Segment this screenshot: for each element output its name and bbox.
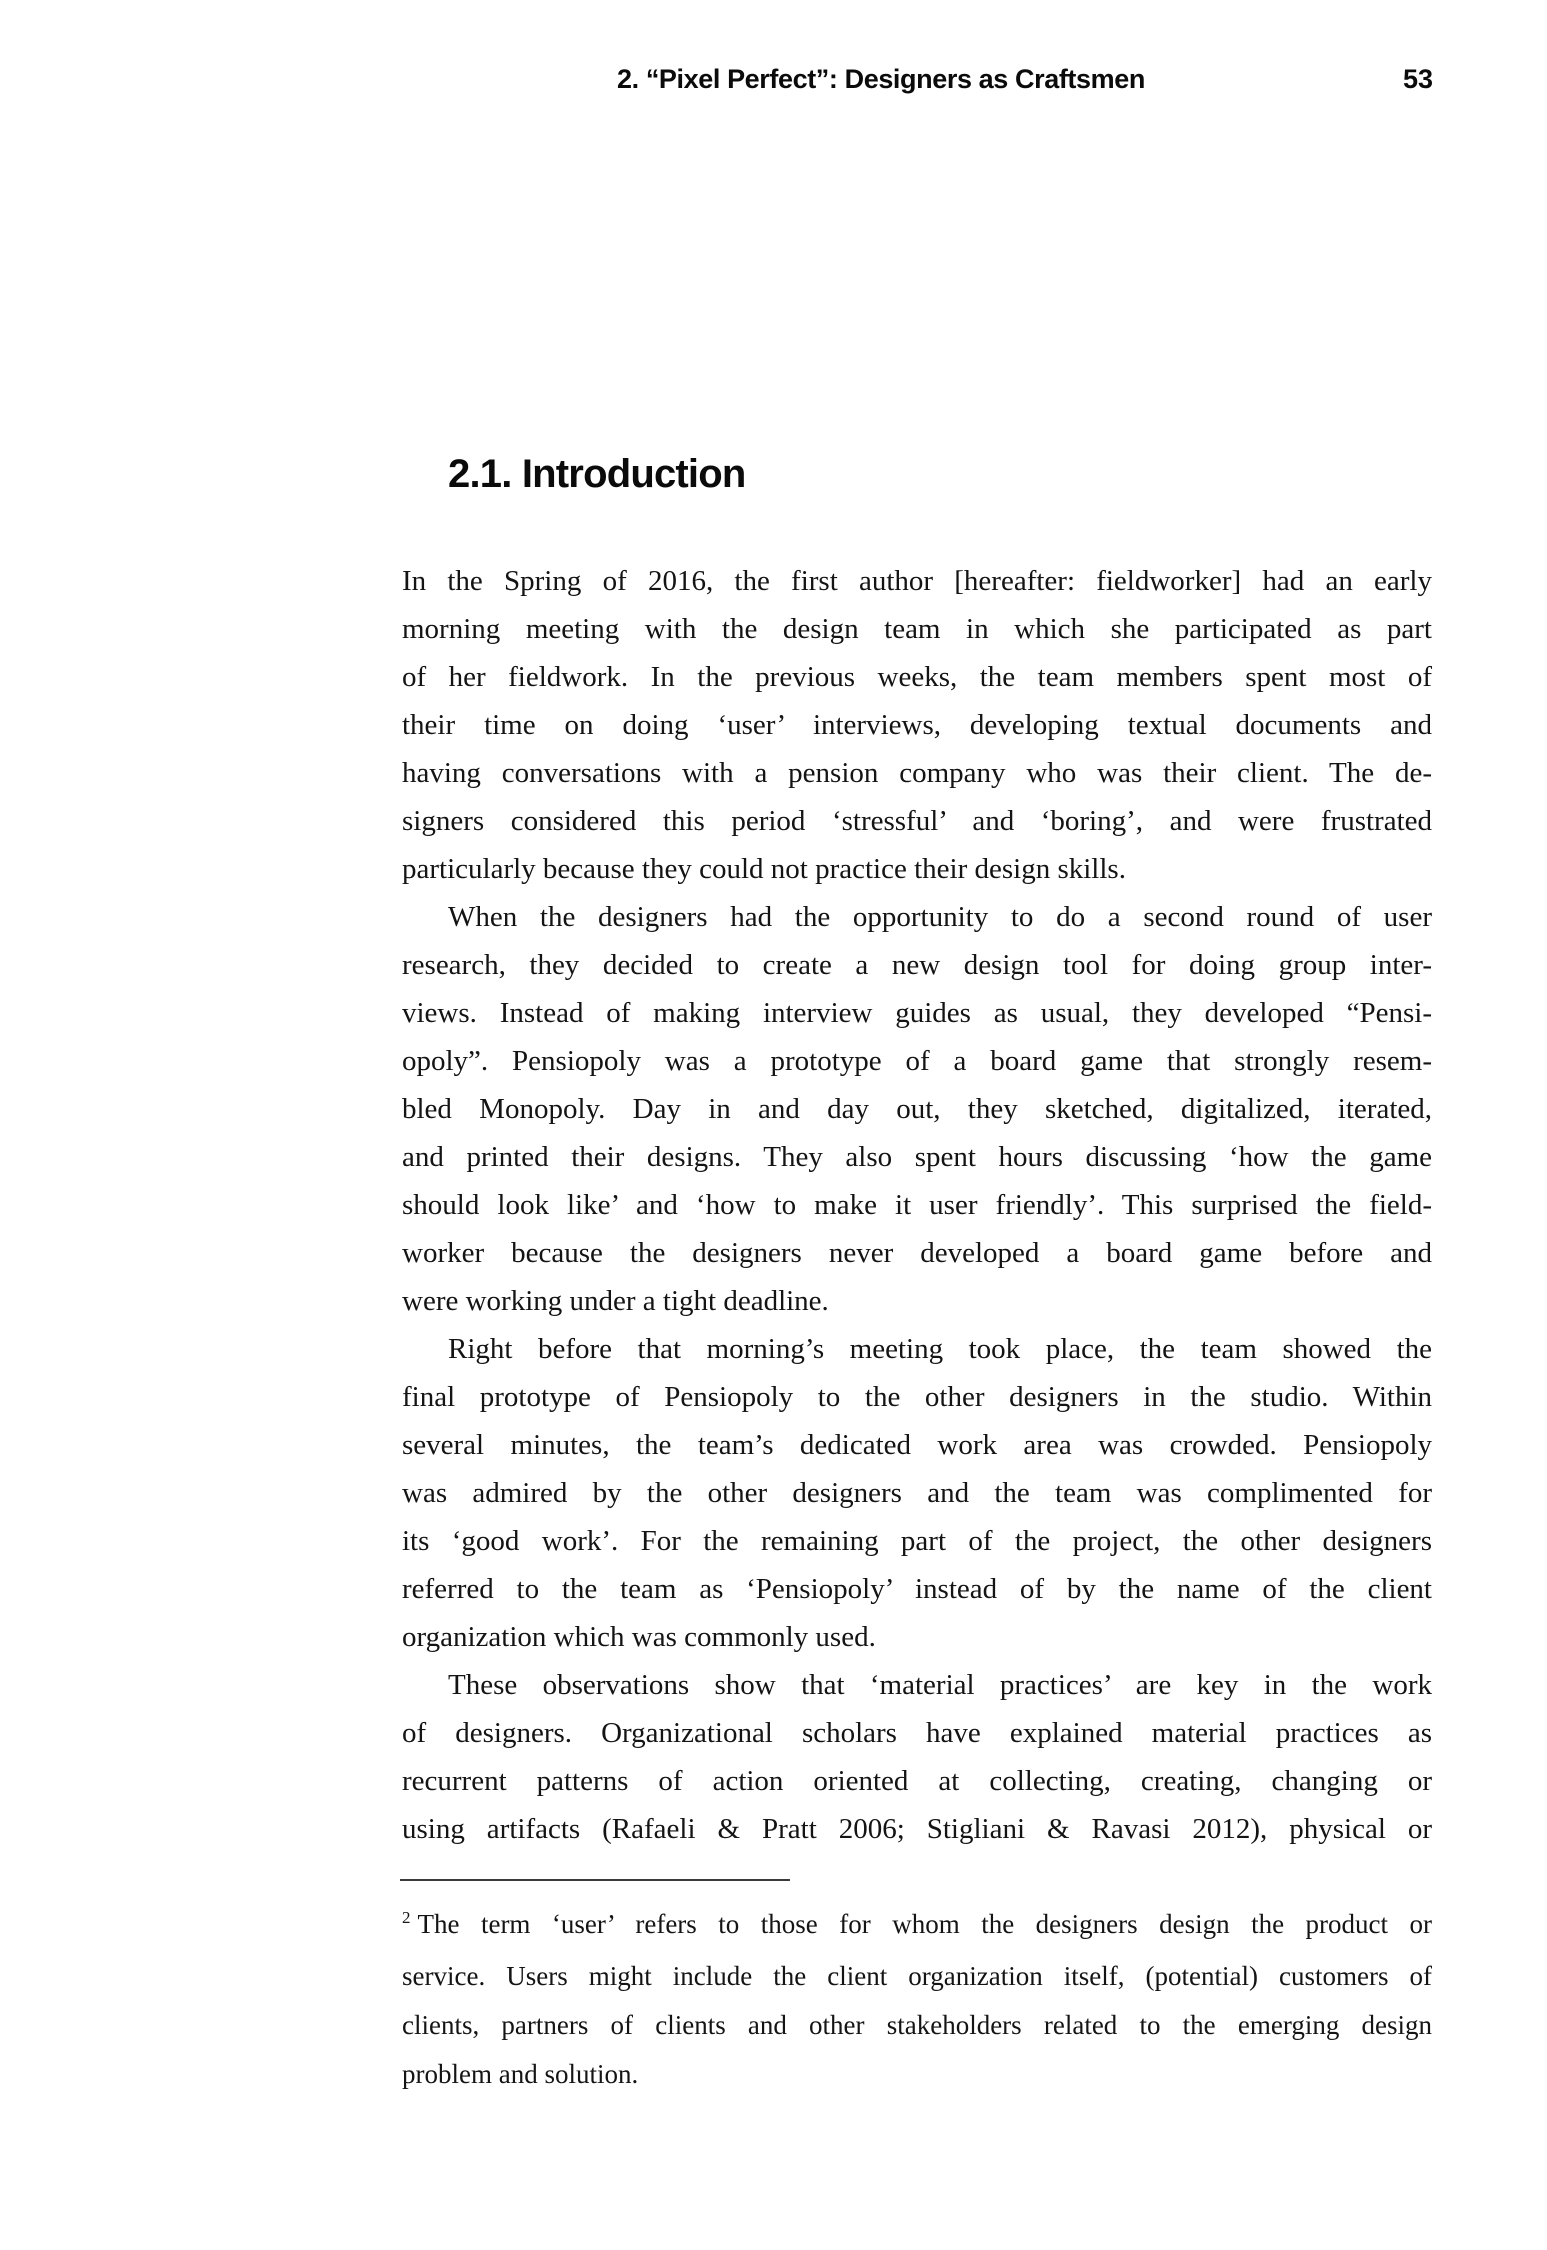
body-line: should look like’ and ‘how to make it user friendly’. This surprised the field- [402, 1189, 1432, 1221]
body-line: worker because the designers never developed a board game before and [402, 1237, 1432, 1269]
running-head-title: 2. “Pixel Perfect”: Designers as Craftsmen [617, 64, 1145, 94]
body-line: several minutes, the team’s dedicated work area was crowded. Pensiopoly [402, 1429, 1432, 1461]
footnote-line: 2 The term ‘user’ refers to those for whom the designers design the product or [402, 1900, 1432, 1952]
body-line: views. Instead of making interview guides as usual, they developed “Pensi- [402, 997, 1432, 1029]
body-line: In the Spring of 2016, the first author [hereafter: fieldworker] had an early [402, 565, 1432, 597]
body-line: final prototype of Pensiopoly to the other designers in the studio. Within [402, 1381, 1432, 1413]
body-line: referred to the team as ‘Pensiopoly’ instead of by the name of the client [402, 1573, 1432, 1605]
body-line: their time on doing ‘user’ interviews, developing textual documents and [402, 709, 1432, 741]
footnote-marker: 2 [402, 1908, 411, 1927]
body-line: and printed their designs. They also spent hours discussing ‘how the game [402, 1141, 1432, 1173]
body-line: of designers. Organizational scholars have explained material practices as [402, 1717, 1432, 1749]
paragraph [402, 893, 1432, 1325]
body-line: Right before that morning’s meeting took place, the team showed the [448, 1333, 1432, 1365]
body-line: morning meeting with the design team in which she participated as part [402, 613, 1432, 645]
footnote-separator-rule [400, 1879, 790, 1881]
body-line: were working under a tight deadline. [402, 1285, 829, 1317]
body-line: recurrent patterns of action oriented at collecting, creating, changing or [402, 1765, 1432, 1797]
body-line: organization which was commonly used. [402, 1621, 876, 1653]
body-line: bled Monopoly. Day in and day out, they sketched, digitalized, iterated, [402, 1093, 1432, 1125]
body-line: having conversations with a pension company who was their client. The de- [402, 757, 1432, 789]
body-line: These observations show that ‘material practices’ are key in the work [448, 1669, 1432, 1701]
body-line: its ‘good work’. For the remaining part of the project, the other designers [402, 1525, 1432, 1557]
body-line: signers considered this period ‘stressful’ and ‘boring’, and were frustrated [402, 805, 1432, 837]
body-line: using artifacts (Rafaeli & Pratt 2006; Stigliani & Ravasi 2012), physical or [402, 1813, 1432, 1845]
footnote-text [402, 1900, 1432, 2099]
footnote-line: problem and solution. [402, 2059, 639, 2089]
section-heading: 2.1. Introduction [448, 452, 746, 496]
body-line: was admired by the other designers and the team was complimented for [402, 1477, 1432, 1509]
footnote-line: service. Users might include the client organization itself, (potential) customers of [402, 1961, 1432, 1991]
paragraph [402, 1661, 1432, 1853]
body-line: opoly”. Pensiopoly was a prototype of a board game that strongly resem- [402, 1045, 1432, 1077]
body-line: When the designers had the opportunity to do a second round of user [448, 901, 1432, 933]
body-line: research, they decided to create a new design tool for doing group inter- [402, 949, 1432, 981]
paragraph [402, 1325, 1432, 1661]
body-text [402, 557, 1432, 1853]
paragraph [402, 557, 1432, 893]
body-line: of her fieldwork. In the previous weeks, the team members spent most of [402, 661, 1432, 693]
page-number: 53 [1402, 64, 1433, 94]
footnote-line: clients, partners of clients and other stakeholders related to the emerging design [402, 2010, 1432, 2040]
body-line: particularly because they could not practice their design skills. [402, 853, 1126, 885]
